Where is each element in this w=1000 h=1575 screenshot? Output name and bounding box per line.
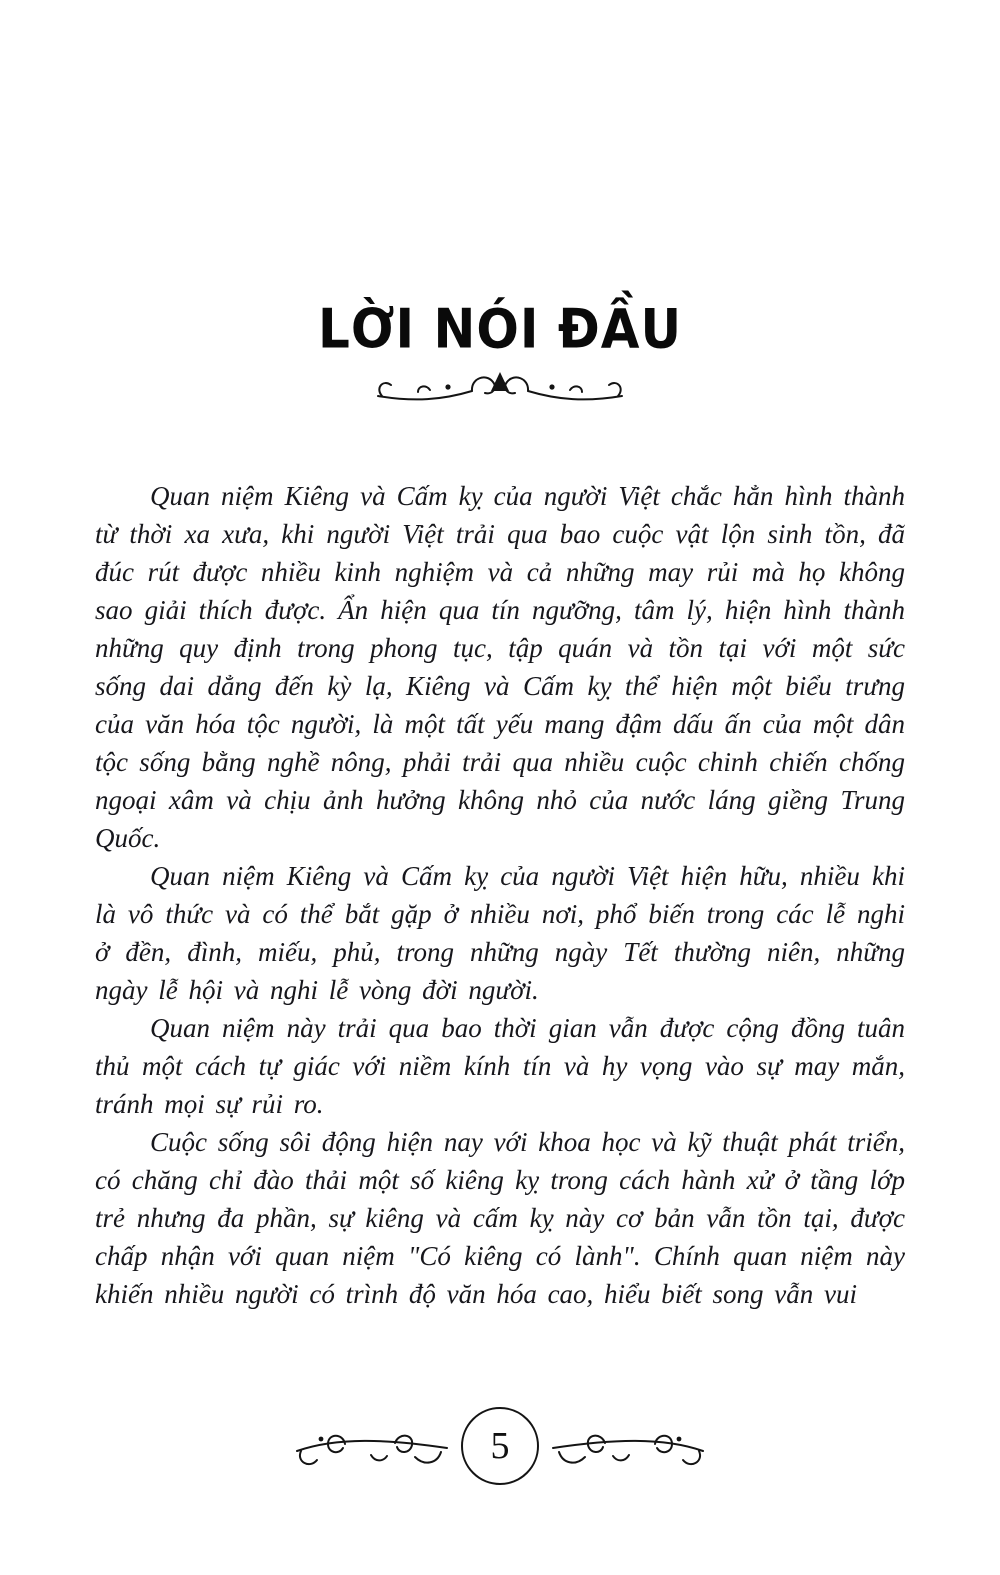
page-number-circle	[461, 1407, 539, 1485]
body-paragraph: Quan niệm Kiêng và Cấm kỵ của người Việt chắc hẳn hình thành từ thời xa xưa, khi người Việt trải qua bao cuộc vật lộn sinh tồn, đã đúc rút được nhiều kinh nghiệm và cả những may rủi mà họ không sao giải thích được. Ẩn hiện qua tín ngưỡng, tâm lý, hiện hình thành những quy định trong phong tục, tập quán và tồn tại với một sức sống dai dẳng đến kỳ lạ, Kiêng và Cấm kỵ thể hiện một biểu trưng của văn hóa tộc người, là một tất yếu mang đậm dấu ấn của một dân tộc sống bằng nghề nông, phải trải qua nhiều cuộc chinh chiến chống ngoại xâm và chịu ảnh hưởng không nhỏ của nước láng giềng Trung Quốc.	[95, 481, 905, 853]
flourish-divider-icon	[370, 364, 630, 410]
body-paragraph: Quan niệm Kiêng và Cấm kỵ của người Việt hiện hữu, nhiều khi là vô thức và có thể bắt gặp ở nhiều nơi, phổ biến trong các lễ nghi ở đền, đình, miếu, phủ, trong những ngày Tết thường niên, những ngày lễ hội và nghi lễ vòng đời người.	[95, 861, 905, 1005]
page-title: LỜI NÓI ĐẦU	[317, 297, 683, 361]
footer-flourish-ornament	[0, 1407, 1000, 1485]
body-text	[0, 477, 1000, 1313]
body-paragraph: Quan niệm này trải qua bao thời gian vẫn được cộng đồng tuân thủ một cách tự giác với niềm kính tín và hy vọng vào sự may mắn, tránh mọi sự rủi ro.	[95, 1013, 905, 1119]
flourish-left-icon	[291, 1415, 451, 1477]
flourish-right-icon	[549, 1415, 709, 1477]
page-number: 5	[490, 1425, 510, 1467]
title-block	[0, 297, 1000, 361]
header-flourish-ornament	[0, 364, 1000, 415]
body-paragraph: Cuộc sống sôi động hiện nay với khoa học và kỹ thuật phát triển, có chăng chỉ đào thải một số kiêng kỵ trong cách hành xử ở tầng lớp trẻ nhưng đa phần, sự kiêng và cấm kỵ này cơ bản vẫn tồn tại, được chấp nhận với quan niệm "Có kiêng có lành". Chính quan niệm này khiến nhiều người có trình độ văn hóa cao, hiểu biết song vẫn vui	[95, 1127, 905, 1309]
